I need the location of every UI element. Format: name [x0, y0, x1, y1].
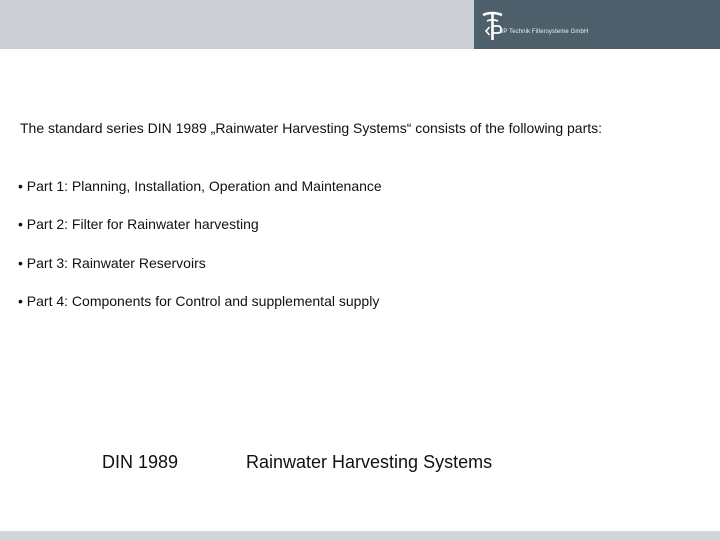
part-1-item: • Part 1: Planning, Installation, Operation and Maintenance	[18, 178, 382, 194]
intro-text: The standard series DIN 1989 „Rainwater Harvesting Systems“ consists of the following parts:	[20, 120, 603, 136]
part-3-item: • Part 3: Rainwater Reservoirs	[18, 255, 206, 271]
part-2-item: • Part 2: Filter for Rainwater harvesting	[18, 216, 259, 232]
part-4-item: • Part 4: Components for Control and supplemental supply	[18, 293, 380, 309]
footer-band	[0, 531, 720, 540]
company-name: 3P Technik Filtersysteme GmbH	[500, 29, 589, 35]
3p-logo-icon	[480, 10, 506, 42]
footer-title: Rainwater Harvesting Systems	[246, 452, 493, 472]
footer-standard-number: DIN 1989	[102, 452, 179, 472]
company-logo-block	[474, 0, 720, 49]
